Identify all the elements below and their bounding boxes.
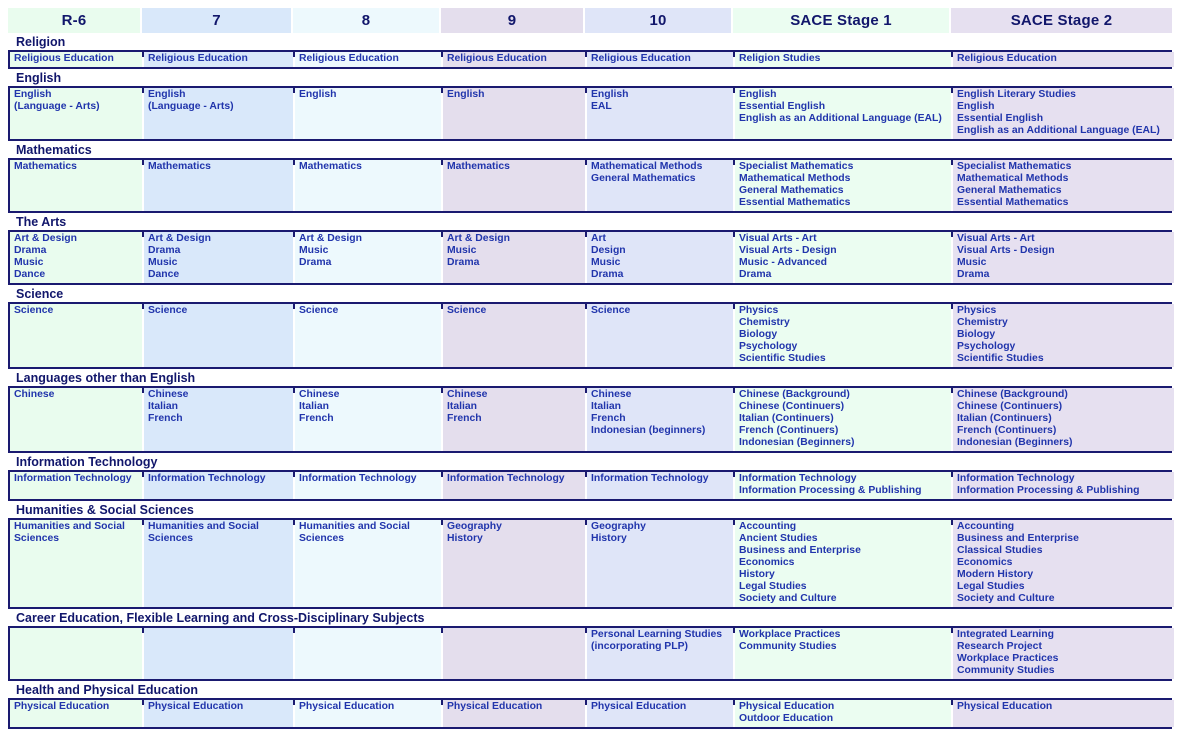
subject-item: Music — [14, 257, 44, 268]
subject-cell — [735, 520, 951, 607]
subject-item: Science — [14, 305, 54, 316]
section-row — [8, 386, 1172, 453]
subject-item: Italian — [299, 401, 330, 412]
subject-cell — [735, 472, 951, 499]
subject-item: English — [299, 89, 337, 100]
section-heading: Science — [16, 287, 64, 301]
subject-item: General Mathematics — [957, 185, 1062, 196]
subject-item: General Mathematics — [739, 185, 844, 196]
subject-cell — [953, 304, 1174, 367]
subject-item: Specialist Mathematics — [957, 161, 1072, 172]
section-heading: The Arts — [16, 215, 67, 229]
subject-item: Physical Education — [299, 701, 395, 712]
subject-item: Physical Education — [447, 701, 543, 712]
subject-item: Information Processing & Publishing — [957, 485, 1140, 496]
subject-cell — [587, 88, 733, 139]
subject-item: Research Project — [957, 641, 1042, 652]
subject-item: Economics — [739, 557, 795, 568]
subject-cell — [10, 472, 142, 499]
subject-cell — [10, 628, 142, 679]
subject-item: Information Technology — [591, 473, 709, 484]
subject-cell — [443, 232, 585, 283]
subject-item: Dance — [148, 269, 180, 280]
section-row — [8, 158, 1172, 213]
subject-item: Geography — [591, 521, 646, 532]
section-heading: Health and Physical Education — [16, 683, 198, 697]
subject-cell — [295, 160, 441, 211]
subject-item: Chinese (Continuers) — [739, 401, 845, 412]
subject-cell — [443, 52, 585, 67]
subject-item: Modern History — [957, 569, 1034, 580]
subject-cell — [144, 52, 293, 67]
subject-item: Information Technology — [447, 473, 565, 484]
section-row — [8, 302, 1172, 369]
subject-item: Visual Arts - Art — [957, 233, 1035, 244]
subject-item: Chemistry — [957, 317, 1008, 328]
subject-item: Personal Learning Studies — [591, 629, 723, 640]
subject-item: Scientific Studies — [739, 353, 826, 364]
subject-item: French (Continuers) — [957, 425, 1057, 436]
subject-item: Psychology — [957, 341, 1016, 352]
subject-item: Chinese (Background) — [739, 389, 850, 400]
curriculum-table — [8, 36, 1172, 729]
subject-item: Drama — [739, 269, 772, 280]
column-header-0: R-6 — [8, 8, 140, 33]
subject-cell — [144, 160, 293, 211]
subject-cell — [10, 520, 142, 607]
subject-item: French — [148, 413, 183, 424]
subject-item: Physics — [739, 305, 779, 316]
subject-item: Scientific Studies — [957, 353, 1044, 364]
subject-item: Information Technology — [14, 473, 132, 484]
subject-cell — [587, 52, 733, 67]
subject-item: Indonesian (Beginners) — [957, 437, 1073, 448]
subject-cell — [295, 628, 441, 679]
subject-item: EAL — [591, 101, 612, 112]
subject-item: Italian (Continuers) — [739, 413, 834, 424]
subject-cell — [144, 472, 293, 499]
subject-item: French — [591, 413, 626, 424]
subject-item: History — [447, 533, 483, 544]
subject-item: Visual Arts - Design — [739, 245, 837, 256]
subject-item: Essential Mathematics — [739, 197, 851, 208]
subject-item: Physical Education — [14, 701, 110, 712]
section-heading: Information Technology — [16, 455, 158, 469]
subject-cell — [735, 52, 951, 67]
subject-item: Mathematical Methods — [957, 173, 1069, 184]
subject-item: Science — [299, 305, 339, 316]
subject-item: Physics — [957, 305, 997, 316]
subject-cell — [295, 88, 441, 139]
subject-item: Chinese — [299, 389, 340, 400]
subject-item: Humanities and Social Sciences — [299, 521, 410, 544]
subject-item: Italian — [148, 401, 179, 412]
subject-item: Dance — [14, 269, 46, 280]
subject-item: Science — [591, 305, 631, 316]
subject-item: Religious Education — [299, 53, 399, 64]
subject-cell — [144, 520, 293, 607]
subject-cell — [735, 304, 951, 367]
subject-item: Information Technology — [957, 473, 1075, 484]
subject-item: Essential English — [739, 101, 826, 112]
subject-item: Integrated Learning — [957, 629, 1054, 640]
subject-item: Art & Design — [14, 233, 77, 244]
subject-cell — [587, 232, 733, 283]
subject-item: Religious Education — [148, 53, 248, 64]
subject-item: Mathematics — [148, 161, 211, 172]
subject-item: Physical Education — [739, 701, 835, 712]
subject-item: Art & Design — [447, 233, 510, 244]
subject-cell — [953, 388, 1174, 451]
subject-cell — [587, 628, 733, 679]
subject-item: Design — [591, 245, 626, 256]
subject-item: History — [591, 533, 627, 544]
subject-cell — [295, 388, 441, 451]
subject-item: Business and Enterprise — [739, 545, 861, 556]
subject-item: Information Technology — [739, 473, 857, 484]
subject-cell — [953, 472, 1174, 499]
subject-cell — [443, 88, 585, 139]
subject-cell — [443, 388, 585, 451]
subject-item: Physical Education — [591, 701, 687, 712]
subject-item: Society and Culture — [739, 593, 837, 604]
subject-item: Business and Enterprise — [957, 533, 1079, 544]
subject-item: Psychology — [739, 341, 798, 352]
subject-item: Humanities and Social Sciences — [148, 521, 259, 544]
subject-item: Mathematics — [14, 161, 77, 172]
subject-item: Drama — [14, 245, 47, 256]
subject-item: English — [148, 89, 186, 100]
column-header-1: 7 — [142, 8, 291, 33]
subject-cell — [295, 472, 441, 499]
subject-item: Information Technology — [299, 473, 417, 484]
section-heading: Career Education, Flexible Learning and Cross-Disciplinary Subjects — [16, 611, 425, 625]
subject-item: Art & Design — [148, 233, 211, 244]
subject-item: Mathematics — [299, 161, 362, 172]
subject-item: Indonesian (beginners) — [591, 425, 706, 436]
section-row — [8, 698, 1172, 729]
subject-item: English as an Additional Language (EAL) — [957, 125, 1160, 136]
subject-item: History — [739, 569, 775, 580]
subject-item: French (Continuers) — [739, 425, 839, 436]
subject-cell — [10, 304, 142, 367]
subject-item: Mathematics — [447, 161, 510, 172]
subject-item: English Literary Studies — [957, 89, 1076, 100]
subject-cell — [443, 520, 585, 607]
subject-item: Art & Design — [299, 233, 362, 244]
subject-cell — [587, 388, 733, 451]
subject-item: Chinese — [14, 389, 55, 400]
subject-item: Science — [447, 305, 487, 316]
subject-item: Religious Education — [957, 53, 1057, 64]
subject-item: English — [957, 101, 995, 112]
subject-cell — [443, 472, 585, 499]
subject-item: Humanities and Social Sciences — [14, 521, 125, 544]
subject-item: Chinese — [591, 389, 632, 400]
subject-item: Visual Arts - Art — [739, 233, 817, 244]
subject-cell — [587, 472, 733, 499]
subject-cell — [735, 88, 951, 139]
subject-item: Legal Studies — [739, 581, 807, 592]
subject-item: English as an Additional Language (EAL) — [739, 113, 942, 124]
column-header-3: 9 — [441, 8, 583, 33]
section-heading: Humanities & Social Sciences — [16, 503, 194, 517]
subject-item: Chemistry — [739, 317, 790, 328]
section-row — [8, 50, 1172, 69]
section-row — [8, 518, 1172, 609]
subject-item: Community Studies — [957, 665, 1055, 676]
subject-item: Chinese (Background) — [957, 389, 1068, 400]
subject-item: Religious Education — [14, 53, 114, 64]
subject-cell — [953, 232, 1174, 283]
section-heading: Religion — [16, 35, 66, 49]
subject-item: Biology — [739, 329, 778, 340]
subject-cell — [144, 232, 293, 283]
subject-cell — [10, 88, 142, 139]
section-row — [8, 626, 1172, 681]
section-row — [8, 86, 1172, 141]
subject-cell — [10, 160, 142, 211]
subject-cell — [587, 160, 733, 211]
subject-item: Music — [591, 257, 621, 268]
subject-item: Art — [591, 233, 607, 244]
subject-item: Chinese — [447, 389, 488, 400]
subject-item: Religion Studies — [739, 53, 821, 64]
subject-cell — [953, 88, 1174, 139]
subject-item: Music — [299, 245, 329, 256]
subject-item: (Language - Arts) — [148, 101, 234, 112]
subject-item: Indonesian (Beginners) — [739, 437, 855, 448]
subject-item: Music — [957, 257, 987, 268]
subject-item: (incorporating PLP) — [591, 641, 688, 652]
subject-item: Music — [447, 245, 477, 256]
subject-item: Drama — [957, 269, 990, 280]
subject-item: Geography — [447, 521, 502, 532]
subject-item: Community Studies — [739, 641, 837, 652]
subject-item: English — [591, 89, 629, 100]
subject-cell — [953, 160, 1174, 211]
section-heading: Languages other than English — [16, 371, 196, 385]
subject-item: Workplace Practices — [739, 629, 841, 640]
subject-item: French — [447, 413, 482, 424]
subject-item: Music — [148, 257, 178, 268]
subject-item: Essential Mathematics — [957, 197, 1069, 208]
subject-item: Mathematical Methods — [739, 173, 851, 184]
subject-item: Italian — [447, 401, 478, 412]
subject-item: English — [739, 89, 777, 100]
subject-cell — [953, 628, 1174, 679]
subject-item: Outdoor Education — [739, 713, 834, 724]
subject-item: Drama — [591, 269, 624, 280]
subject-item: Workplace Practices — [957, 653, 1059, 664]
subject-cell — [953, 52, 1174, 67]
subject-item: Essential English — [957, 113, 1044, 124]
subject-cell — [587, 520, 733, 607]
subject-item: Legal Studies — [957, 581, 1025, 592]
section-row — [8, 470, 1172, 501]
section-row — [8, 230, 1172, 285]
subject-item: Biology — [957, 329, 996, 340]
subject-cell — [587, 304, 733, 367]
subject-item: Italian (Continuers) — [957, 413, 1052, 424]
subject-cell — [144, 304, 293, 367]
subject-item: Drama — [148, 245, 181, 256]
subject-cell — [735, 628, 951, 679]
subject-cell — [295, 304, 441, 367]
section-heading: Mathematics — [16, 143, 92, 157]
subject-item: Information Technology — [148, 473, 266, 484]
subject-cell — [443, 160, 585, 211]
subject-item: Accounting — [957, 521, 1015, 532]
subject-item: Religious Education — [447, 53, 547, 64]
subject-cell — [295, 52, 441, 67]
subject-item: Religious Education — [591, 53, 691, 64]
subject-item: Chinese (Continuers) — [957, 401, 1063, 412]
subject-cell — [295, 520, 441, 607]
subject-item: Visual Arts - Design — [957, 245, 1055, 256]
subject-item: English — [14, 89, 52, 100]
subject-cell — [144, 628, 293, 679]
subject-cell — [443, 304, 585, 367]
subject-item: French — [299, 413, 334, 424]
subject-item: Physical Education — [148, 701, 244, 712]
subject-item: Society and Culture — [957, 593, 1055, 604]
subject-item: General Mathematics — [591, 173, 696, 184]
subject-cell — [735, 388, 951, 451]
subject-cell — [735, 160, 951, 211]
column-header-6: SACE Stage 2 — [951, 8, 1172, 33]
section-heading: English — [16, 71, 62, 85]
subject-cell — [144, 88, 293, 139]
column-header-2: 8 — [293, 8, 439, 33]
subject-cell — [144, 388, 293, 451]
subject-item: Drama — [447, 257, 480, 268]
subject-item: Classical Studies — [957, 545, 1043, 556]
subject-item: Accounting — [739, 521, 797, 532]
subject-cell — [735, 232, 951, 283]
subject-cell — [295, 232, 441, 283]
subject-item: Drama — [299, 257, 332, 268]
subject-cell — [953, 520, 1174, 607]
subject-item: Physical Education — [957, 701, 1053, 712]
column-header-5: SACE Stage 1 — [733, 8, 949, 33]
column-header-4: 10 — [585, 8, 731, 33]
subject-item: Mathematical Methods — [591, 161, 703, 172]
subject-item: Italian — [591, 401, 622, 412]
subject-item: Information Processing & Publishing — [739, 485, 922, 496]
subject-cell — [10, 388, 142, 451]
subject-cell — [10, 52, 142, 67]
subject-item: Economics — [957, 557, 1013, 568]
subject-item: Ancient Studies — [739, 533, 818, 544]
subject-cell — [443, 628, 585, 679]
subject-item: Chinese — [148, 389, 189, 400]
subject-item: Science — [148, 305, 188, 316]
column-header-row — [8, 8, 1172, 33]
subject-item: Specialist Mathematics — [739, 161, 854, 172]
subject-item: (Language - Arts) — [14, 101, 100, 112]
subject-cell — [10, 232, 142, 283]
subject-item: Music - Advanced — [739, 257, 827, 268]
subject-item: English — [447, 89, 485, 100]
